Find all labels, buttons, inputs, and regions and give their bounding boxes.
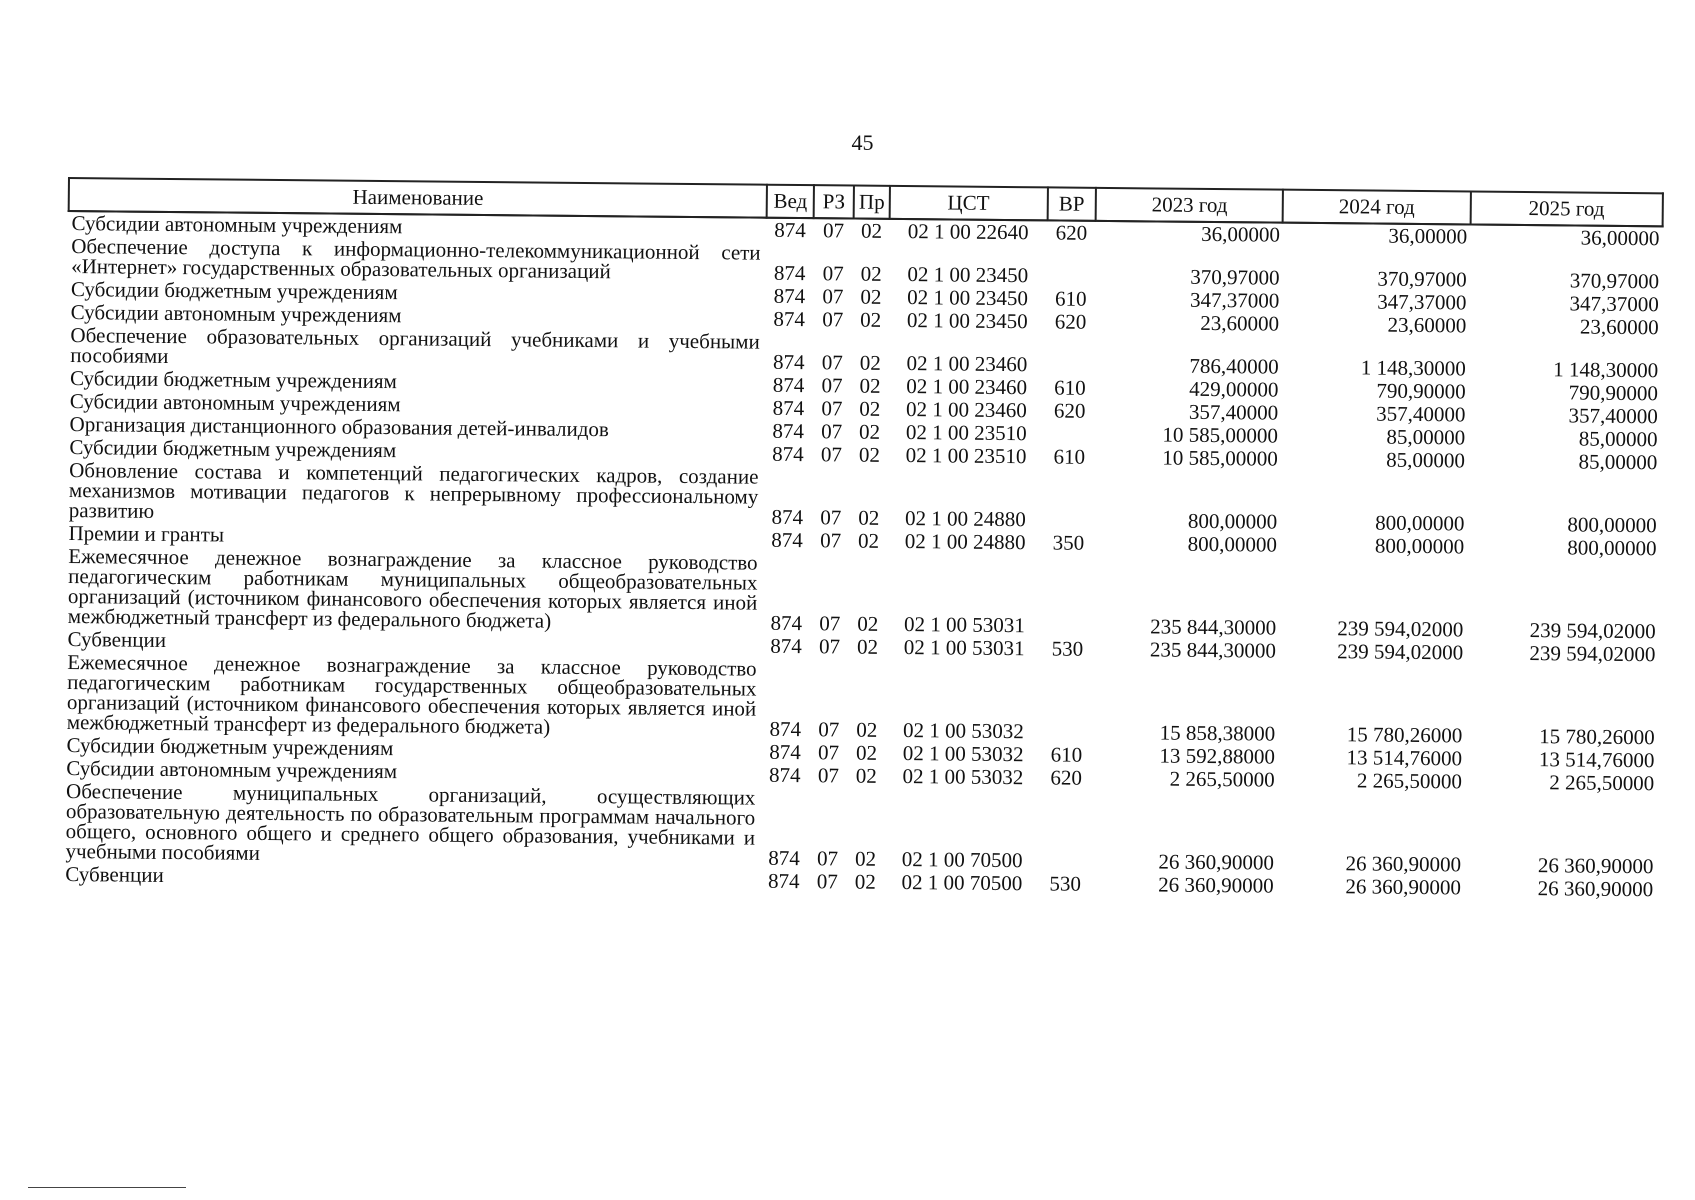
row-ved: 874	[774, 217, 806, 243]
row-rz: 07	[822, 307, 844, 332]
row-value-2024: 26 360,90000	[1345, 851, 1462, 877]
table-body	[62, 211, 1662, 901]
row-value-2023: 235 844,30000	[1150, 614, 1277, 640]
row-value-2025: 800,00000	[1567, 535, 1657, 561]
row-pr: 02	[859, 350, 881, 375]
row-value-2024: 26 360,90000	[1345, 874, 1462, 900]
table-row	[62, 780, 1657, 878]
row-vr: 610	[1050, 742, 1083, 767]
row-pr: 02	[858, 442, 881, 467]
row-value-2025: 85,00000	[1578, 426, 1658, 452]
row-vr	[1042, 660, 1091, 743]
row-pr: 02	[857, 611, 879, 636]
row-value-2023: 235 844,30000	[1149, 637, 1277, 663]
row-ved: 874	[772, 395, 805, 421]
row-cst: 02 1 00 23510	[905, 443, 1027, 469]
row-vr	[1044, 468, 1093, 531]
row-name: Субсидии автономным учреждениям	[70, 300, 402, 328]
row-value-2023: 347,37000	[1189, 287, 1280, 313]
row-value-2025: 15 780,26000	[1539, 724, 1655, 750]
row-vr: 610	[1054, 286, 1087, 311]
row-ved: 874	[767, 868, 800, 894]
row-value-2025: 357,40000	[1568, 403, 1658, 429]
row-value-2024: 370,97000	[1377, 266, 1467, 292]
header-ved: Вед	[767, 185, 814, 218]
row-rz: 07	[823, 218, 845, 243]
row-name: Субсидии бюджетным учреждениям	[70, 277, 398, 305]
row-ved: 874	[769, 762, 801, 788]
row-value-2024: 1 148,30000	[1360, 355, 1466, 381]
row-rz: 07	[819, 611, 841, 636]
row-pr: 02	[854, 846, 877, 871]
row-value-2023: 2 265,50000	[1169, 766, 1275, 792]
row-rz: 07	[816, 869, 838, 894]
row-pr: 02	[857, 528, 880, 553]
row-value-2023: 10 585,00000	[1162, 445, 1278, 471]
row-name: Субвенции	[65, 862, 164, 887]
row-vr: 530	[1049, 871, 1082, 896]
row-rz: 07	[821, 396, 843, 421]
row-value-2024: 23,60000	[1387, 312, 1467, 338]
header-2024: 2024 год	[1283, 190, 1471, 225]
header-2025: 2025 год	[1470, 191, 1663, 226]
row-pr: 02	[860, 261, 882, 286]
row-value-2023: 15 858,38000	[1159, 720, 1276, 746]
row-name: Субсидии автономным учреждениям	[71, 211, 403, 239]
budget-table	[61, 177, 1664, 901]
row-cst: 02 1 00 53032	[902, 718, 1024, 744]
row-name: Субвенции	[67, 627, 167, 652]
header-pr: Пр	[854, 186, 890, 219]
row-ved: 874	[772, 349, 805, 375]
footer-rule	[28, 1187, 186, 1188]
row-name: Обеспечение муниципальных организаций, осуществляющих образовательную деятельность по образовательным программам начального общего, основного общего и среднего общего образования, учебниками и учебными пособиями	[65, 779, 756, 865]
row-ved: 874	[769, 739, 801, 765]
row-value-2025: 370,97000	[1569, 268, 1660, 294]
header-rz: РЗ	[813, 185, 854, 218]
row-rz: 07	[820, 442, 843, 467]
row-vr	[1047, 244, 1096, 287]
header-vr: ВР	[1047, 187, 1096, 220]
row-cst: 02 1 00 24880	[904, 529, 1026, 555]
row-cst: 02 1 00 70500	[901, 870, 1023, 896]
row-rz: 07	[820, 505, 842, 530]
row-value-2024: 2 265,50000	[1356, 768, 1463, 794]
row-value-2024: 85,00000	[1386, 447, 1466, 473]
row-name: Организация дистанционного образования детей-инвалидов	[69, 412, 610, 442]
row-ved: 874	[770, 610, 803, 636]
row-rz: 07	[818, 717, 840, 742]
row-value-2023: 429,00000	[1189, 376, 1279, 402]
row-vr	[1043, 554, 1092, 637]
row-value-2023: 13 592,88000	[1159, 743, 1276, 769]
row-value-2023: 800,00000	[1187, 508, 1278, 534]
row-value-2023: 26 360,90000	[1158, 849, 1275, 875]
row-ved: 874	[773, 283, 806, 309]
row-cst: 02 1 00 22640	[907, 219, 1029, 245]
row-value-2024: 357,40000	[1376, 401, 1466, 427]
row-cst: 02 1 00 23450	[906, 308, 1028, 334]
row-value-2024: 239 594,02000	[1337, 639, 1464, 665]
row-name: Ежемесячное денежное вознаграждение за классное руководство педагогическим работникам государственных общеобразовательных организаций (источником финансового обеспечения которых является иной межбюджетный трансферт из федерального бюджета)	[66, 650, 757, 739]
row-rz: 07	[822, 284, 844, 309]
row-value-2023: 26 360,90000	[1158, 872, 1274, 898]
row-ved: 874	[771, 504, 804, 530]
row-ved: 874	[772, 441, 804, 467]
row-pr: 02	[856, 717, 878, 742]
row-vr	[1046, 333, 1095, 376]
row-cst: 02 1 00 24880	[904, 506, 1026, 532]
row-rz: 07	[821, 373, 843, 398]
row-cst: 02 1 00 23460	[906, 351, 1028, 377]
row-rz: 07	[816, 846, 839, 871]
row-value-2024: 85,00000	[1386, 424, 1466, 450]
row-rz: 07	[817, 740, 840, 765]
row-vr: 530	[1051, 636, 1084, 661]
row-value-2025: 36,00000	[1580, 225, 1660, 251]
row-value-2023: 357,40000	[1188, 399, 1279, 425]
row-value-2024: 347,37000	[1377, 289, 1467, 315]
header-cst: ЦСТ	[889, 186, 1047, 221]
row-value-2025: 790,90000	[1568, 380, 1659, 406]
row-value-2023: 10 585,00000	[1162, 422, 1279, 448]
row-value-2025: 26 360,90000	[1537, 853, 1654, 879]
row-value-2025: 85,00000	[1578, 449, 1658, 475]
row-value-2024: 790,90000	[1376, 378, 1466, 404]
row-ved: 874	[768, 845, 800, 871]
row-value-2024: 239 594,02000	[1337, 616, 1464, 642]
row-pr: 02	[860, 218, 883, 243]
row-name: Обеспечение образовательных организаций учебниками и учебными пособиями	[70, 323, 760, 368]
header-name: Наименование	[69, 178, 768, 218]
page-number: 45	[851, 130, 874, 155]
header-2023: 2023 год	[1096, 188, 1284, 223]
row-ved: 874	[773, 306, 806, 332]
row-pr: 02	[859, 396, 881, 421]
row-ved: 874	[773, 260, 806, 286]
row-pr: 02	[854, 869, 876, 894]
row-value-2025: 239 594,02000	[1529, 641, 1656, 667]
row-rz: 07	[821, 419, 843, 444]
row-cst: 02 1 00 53031	[903, 635, 1025, 661]
row-rz: 07	[817, 763, 840, 788]
row-cst: 02 1 00 53032	[902, 741, 1024, 767]
row-value-2023: 23,60000	[1200, 310, 1280, 336]
row-pr: 02	[860, 307, 882, 332]
row-value-2025: 23,60000	[1579, 314, 1659, 340]
row-ved: 874	[772, 418, 805, 444]
row-vr: 350	[1052, 530, 1085, 555]
row-ved: 874	[771, 527, 803, 553]
row-name: Субсидии бюджетным учреждениям	[69, 435, 397, 463]
row-value-2025: 26 360,90000	[1537, 876, 1654, 902]
row-pr: 02	[859, 419, 881, 444]
row-vr	[1041, 789, 1090, 872]
row-vr	[1045, 422, 1094, 445]
row-cst: 02 1 00 23450	[907, 285, 1029, 311]
row-rz: 07	[821, 350, 843, 375]
row-ved: 874	[769, 716, 802, 742]
table-row	[65, 545, 1660, 643]
row-name: Субсидии автономным учреждениям	[69, 389, 401, 417]
row-name: Субсидии автономным учреждениям	[66, 756, 398, 784]
row-vr: 610	[1053, 444, 1086, 469]
row-name: Ежемесячное денежное вознаграждение за классное руководство педагогическим работникам муниципальных общеобразовательных организаций (источником финансового обеспечения которых является иной межбюджетный трансферт из федерального бюджета)	[67, 544, 758, 633]
row-name: Обеспечение доступа к информационно-телекоммуникационной сети «Интернет» государственных образовательных организаций	[71, 234, 761, 284]
row-value-2025: 800,00000	[1567, 512, 1657, 538]
row-value-2024: 13 514,76000	[1346, 745, 1463, 771]
row-ved: 874	[770, 633, 802, 659]
row-value-2025: 2 265,50000	[1549, 770, 1655, 796]
row-pr: 02	[856, 634, 879, 659]
row-value-2024: 15 780,26000	[1346, 722, 1463, 748]
row-value-2025: 13 514,76000	[1538, 747, 1655, 773]
row-pr: 02	[858, 505, 880, 530]
row-value-2023: 36,00000	[1201, 221, 1281, 247]
row-cst: 02 1 00 23460	[906, 374, 1028, 400]
row-ved: 874	[772, 372, 805, 398]
row-name: Субсидии бюджетным учреждениям	[66, 733, 394, 761]
row-vr: 620	[1055, 220, 1088, 245]
row-vr: 620	[1053, 398, 1086, 423]
row-cst: 02 1 00 23460	[906, 397, 1027, 423]
row-value-2023: 786,40000	[1189, 353, 1279, 379]
row-value-2025: 239 594,02000	[1529, 618, 1656, 644]
row-cst: 02 1 00 23450	[907, 262, 1029, 288]
row-pr: 02	[855, 740, 878, 765]
row-rz: 07	[820, 528, 842, 553]
row-pr: 02	[859, 373, 881, 398]
row-vr: 620	[1054, 309, 1087, 334]
row-rz: 07	[822, 261, 844, 286]
row-rz: 07	[819, 634, 841, 659]
row-value-2025: 1 148,30000	[1553, 357, 1659, 383]
row-pr: 02	[860, 284, 882, 309]
row-value-2024: 800,00000	[1375, 510, 1465, 536]
row-cst: 02 1 00 53032	[902, 764, 1024, 790]
row-pr: 02	[855, 763, 877, 788]
row-vr: 610	[1054, 375, 1086, 400]
row-value-2025: 347,37000	[1569, 291, 1659, 317]
row-name: Обновление состава и компетенций педагогических кадров, создание механизмов мотивации педагогов к непрерывному профессиональному развитию	[68, 458, 759, 523]
row-name: Субсидии бюджетным учреждениям	[69, 366, 397, 394]
row-vr: 620	[1050, 765, 1083, 790]
row-value-2023: 370,97000	[1190, 264, 1280, 290]
row-name: Премии и гранты	[68, 521, 225, 547]
row-cst: 02 1 00 23510	[905, 420, 1027, 446]
row-cst: 02 1 00 53031	[903, 612, 1025, 638]
row-cst: 02 1 00 70500	[901, 847, 1023, 873]
row-value-2024: 36,00000	[1388, 223, 1468, 249]
row-value-2023: 800,00000	[1187, 531, 1278, 557]
row-value-2024: 800,00000	[1374, 533, 1465, 559]
